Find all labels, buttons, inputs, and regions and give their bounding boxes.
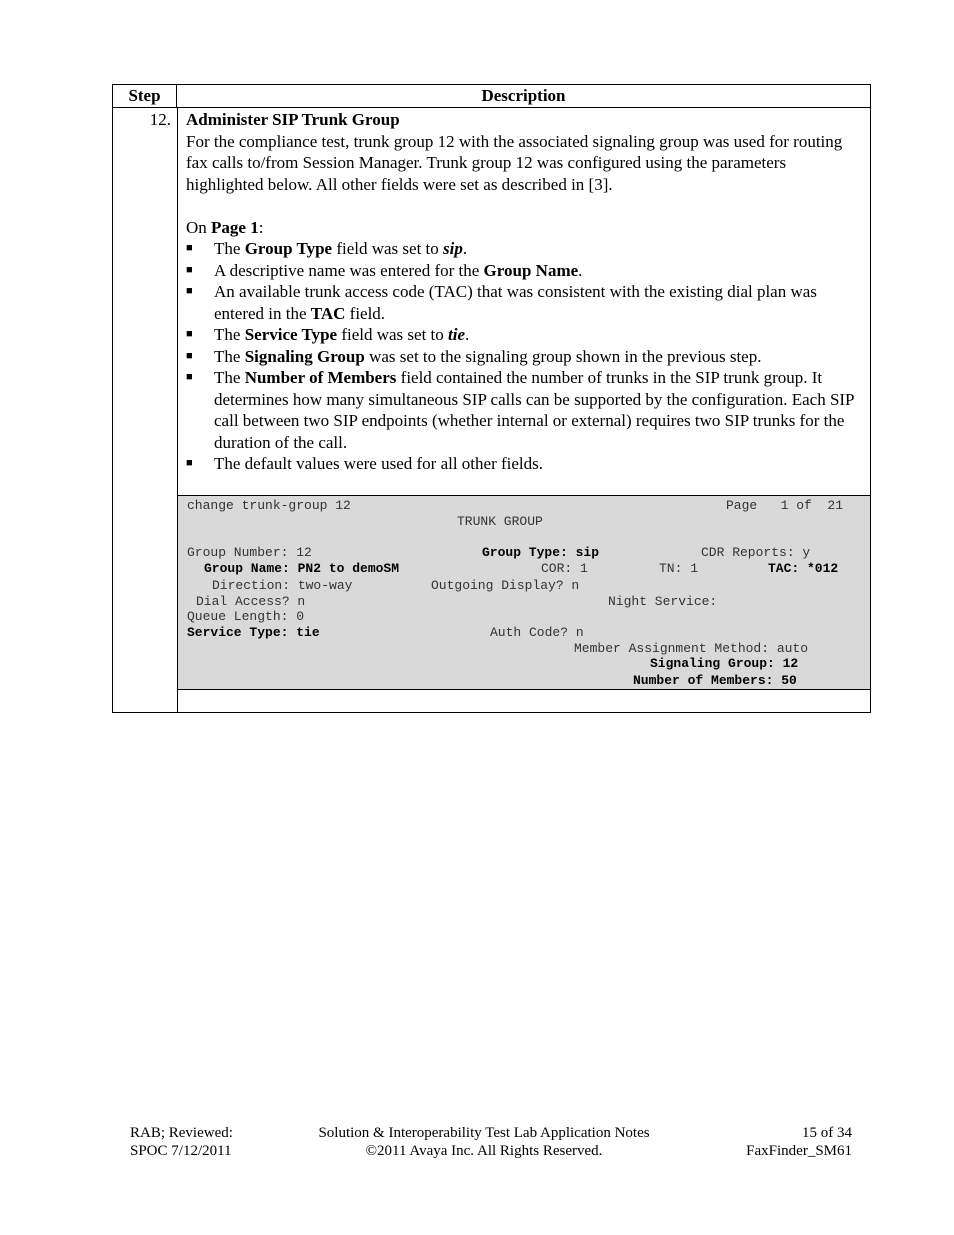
list-item: ■ The Number of Members field contained the number of trunks in the SIP trunk group. It determines how many simultaneous SIP calls can be supported by the configuration. Each SIP call between two SIP endpoints (whether internal or external) requires two SIP trunks for the duration of the call. — [186, 368, 854, 452]
step-table — [112, 84, 871, 713]
cdr-reports-field: CDR Reports: y — [701, 545, 811, 560]
list-item: ■ The Service Type field was set to tie. — [186, 325, 470, 344]
outgoing-display-field: Outgoing Display? n — [431, 578, 580, 593]
table-header-row — [113, 85, 870, 108]
list-item: ■ A descriptive name was entered for the Group Name. — [186, 260, 583, 280]
night-service-field: Night Service: — [608, 594, 718, 609]
intro-paragraph: For the compliance test, trunk group 12 with the associated signaling group was used for routing fax calls to/from Session Manager. Trunk group 12 was configured using the parameters highlighted below. All other fields were set as described in [3]. — [186, 131, 843, 194]
footer-center — [284, 1124, 684, 1160]
footer-doc-id: FaxFinder_SM61 — [746, 1143, 852, 1159]
step-number: 12. — [149, 110, 171, 129]
list-item: ■ The default values were used for all other fields. — [186, 454, 544, 473]
terminal-command: change trunk-group 12 — [187, 498, 351, 513]
bullet-icon: ■ — [186, 349, 193, 362]
bullet-list — [186, 238, 856, 475]
header-description: Description — [481, 86, 566, 105]
terminal-page: Page 1 of 21 — [726, 498, 844, 513]
bullet-icon: ■ — [186, 371, 193, 383]
bullet-icon: ■ — [186, 457, 193, 469]
terminal-screen — [178, 495, 870, 690]
dial-access-field: Dial Access? n — [196, 594, 306, 609]
bullet-icon: ■ — [186, 263, 193, 276]
number-of-members-field: Number of Members: 50 — [633, 673, 797, 688]
group-number-field: Group Number: 12 — [187, 545, 312, 560]
queue-length-field: Queue Length: 0 — [187, 609, 305, 624]
footer-center-line1: Solution & Interoperability Test Lab Application Notes — [318, 1125, 650, 1141]
step-description — [186, 109, 856, 475]
bullet-icon: ■ — [186, 328, 193, 340]
group-type-field: Group Type: sip — [482, 545, 600, 560]
cor-field: COR: 1 — [541, 561, 588, 576]
tn-field: TN: 1 — [659, 561, 699, 576]
header-step: Step — [113, 85, 177, 107]
list-item: ■ An available trunk access code (TAC) that was consistent with the existing dial plan was entered in the TAC field. — [186, 282, 817, 323]
member-assignment-field: Member Assignment Method: auto — [574, 641, 809, 656]
signaling-group-field: Signaling Group: 12 — [650, 656, 799, 671]
bullet-icon: ■ — [186, 285, 193, 297]
footer-page-number: 15 of 34 — [802, 1125, 852, 1141]
bullet-icon: ■ — [186, 242, 193, 254]
footer-left-line1: RAB; Reviewed: — [130, 1125, 233, 1141]
footer-right — [700, 1124, 852, 1160]
list-item: ■ The Group Type field was set to sip. — [186, 239, 468, 258]
page-label: On Page 1: — [186, 217, 264, 237]
auth-code-field: Auth Code? n — [490, 625, 584, 640]
terminal-title: TRUNK GROUP — [457, 514, 543, 529]
footer-left-line2: SPOC 7/12/2011 — [130, 1143, 232, 1159]
direction-field: Direction: two-way — [212, 578, 353, 593]
service-type-field: Service Type: tie — [187, 625, 320, 640]
footer-left — [130, 1124, 233, 1160]
step-heading: Administer SIP Trunk Group — [186, 110, 400, 129]
tac-field: TAC: *012 — [768, 561, 839, 576]
list-item: ■ The Signaling Group was set to the signaling group shown in the previous step. — [186, 346, 762, 366]
footer-center-line2: ©2011 Avaya Inc. All Rights Reserved. — [365, 1143, 603, 1159]
group-name-field: Group Name: PN2 to demoSM — [204, 561, 400, 576]
